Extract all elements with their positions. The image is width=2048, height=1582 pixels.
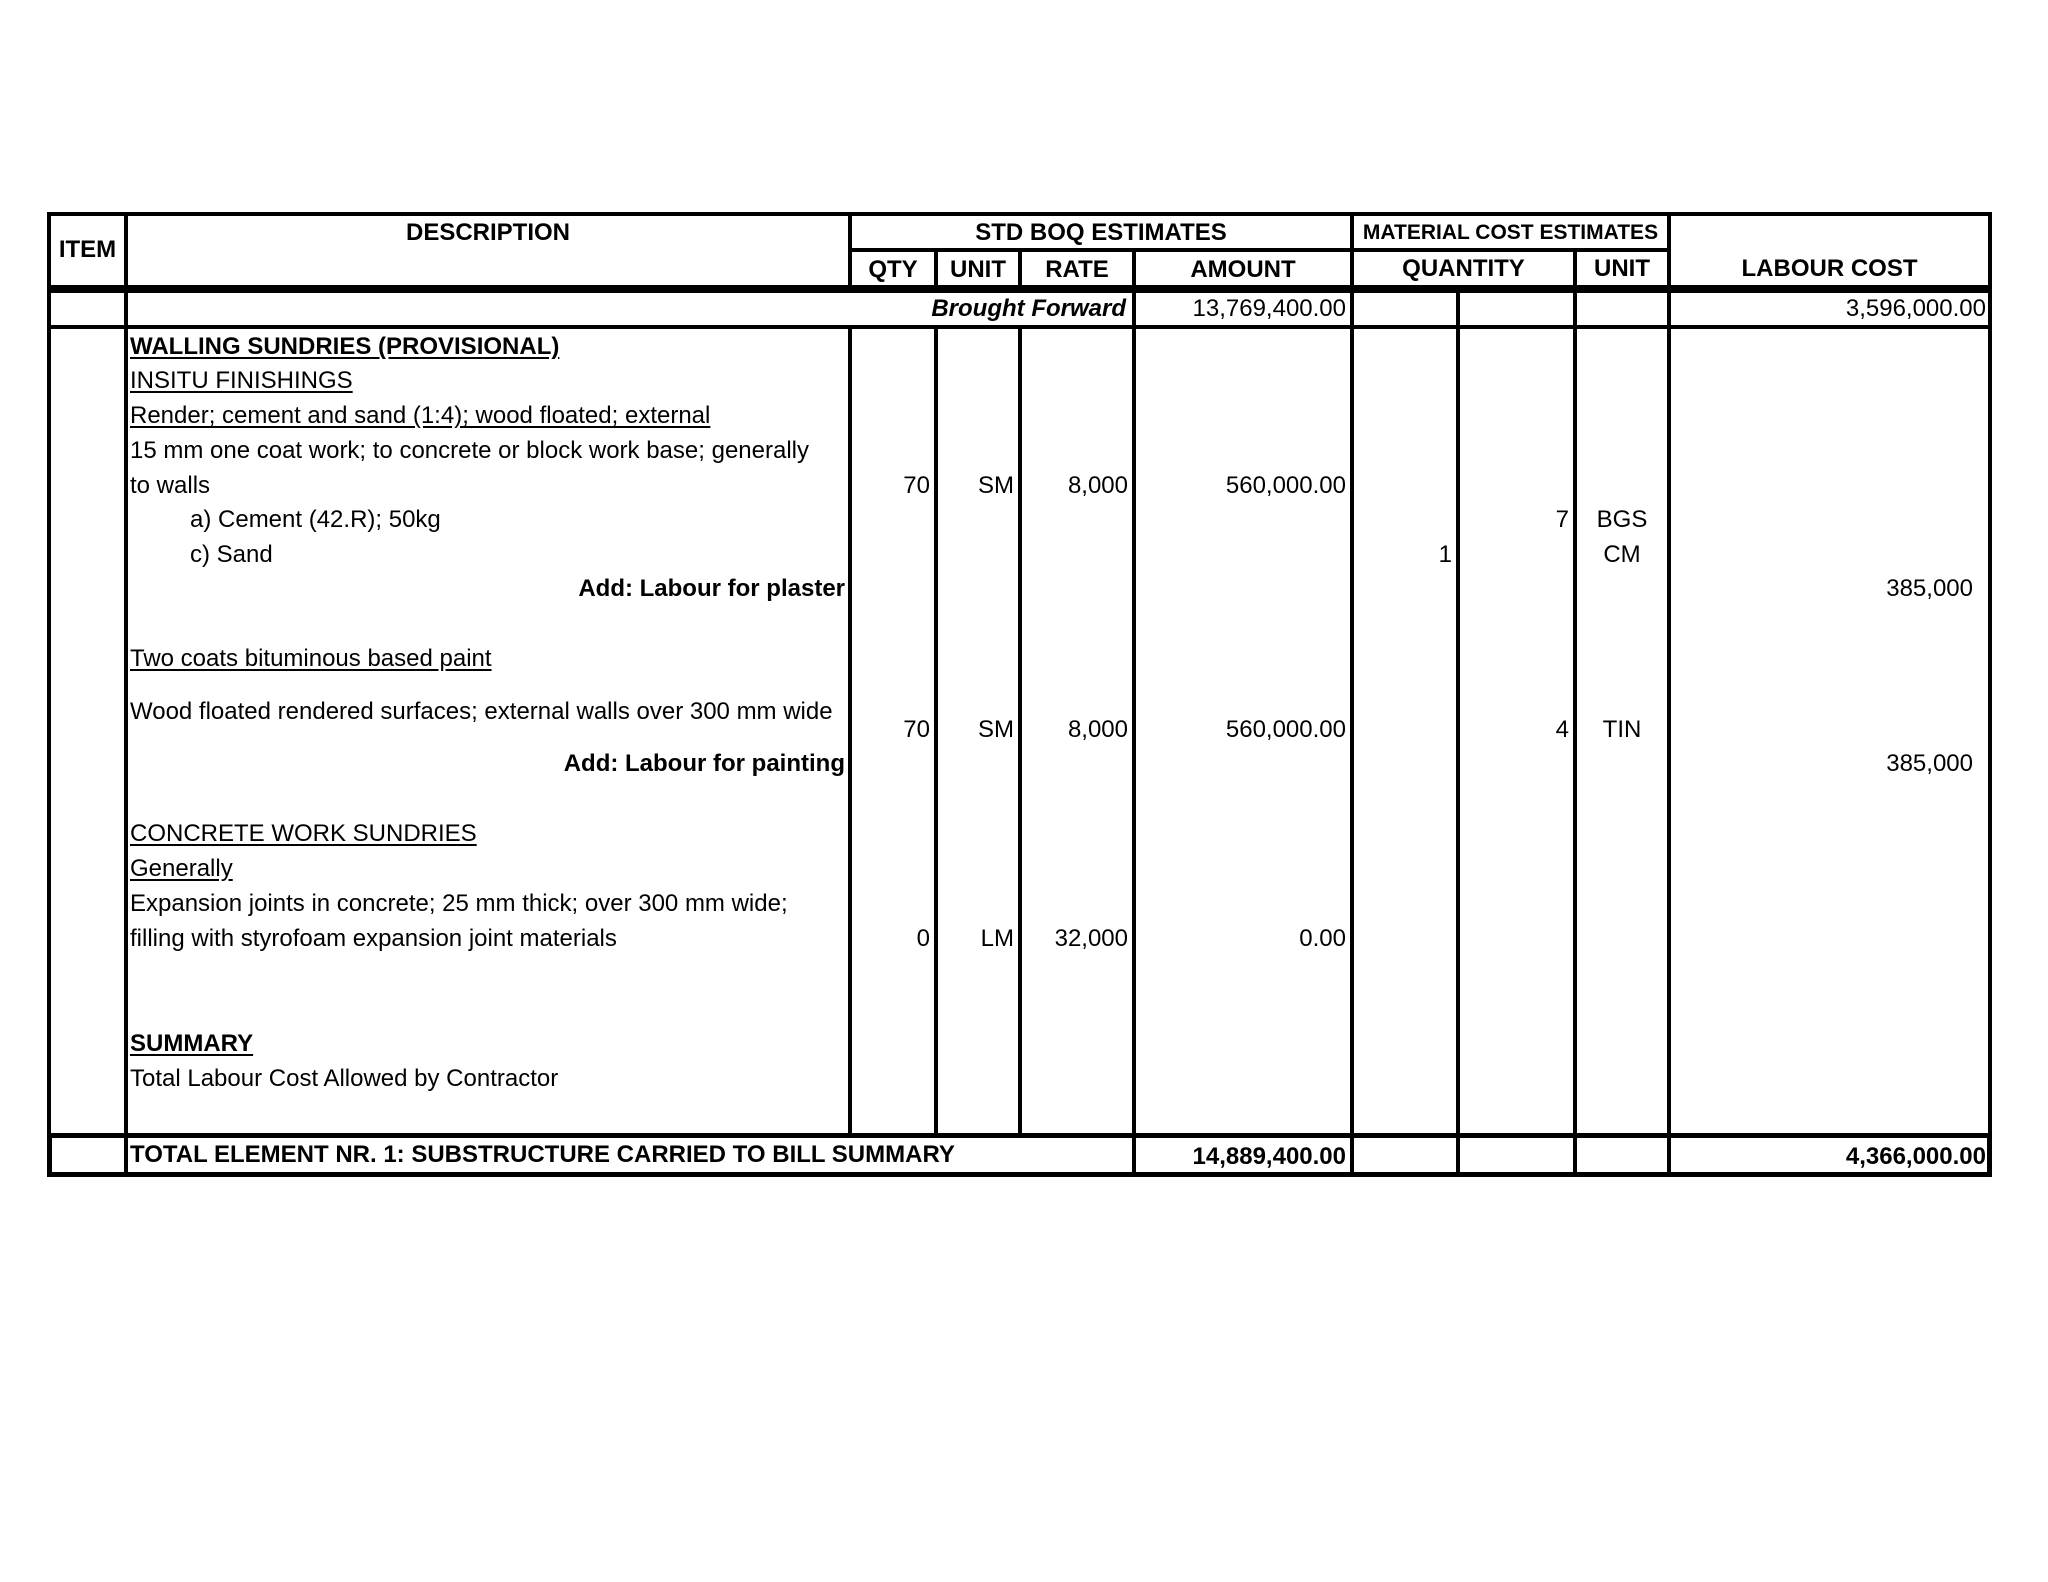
joint-description-line-1: Expansion joints in concrete; 25 mm thick; over 300 mm wide;	[130, 890, 788, 917]
header-labour-cost: LABOUR COST	[1741, 255, 1918, 282]
header-std-boq: STD BOQ ESTIMATES	[975, 219, 1227, 246]
paint-qty: 70	[903, 716, 930, 743]
header-unit: UNIT	[950, 256, 1006, 283]
sand-quantity: 1	[1438, 541, 1452, 568]
labour-plaster-cost: 385,000	[1886, 575, 1973, 602]
divider	[124, 325, 128, 1137]
divider	[1350, 1133, 1354, 1177]
divider	[1132, 289, 1136, 329]
render-description-line-2: to walls	[130, 472, 211, 499]
sand-unit: CM	[1603, 541, 1641, 568]
paint-material-quantity: 4	[1555, 716, 1569, 743]
paint-unit: SM	[978, 716, 1014, 743]
divider	[124, 1133, 128, 1177]
joint-unit: LM	[980, 925, 1014, 952]
header-description: DESCRIPTION	[405, 219, 570, 246]
walling-title: WALLING SUNDRIES (PROVISIONAL)	[130, 333, 560, 360]
divider	[1573, 1133, 1577, 1177]
header-amount: AMOUNT	[1190, 256, 1296, 283]
generally-heading: Generally	[130, 855, 233, 882]
total-amount: 14,889,400.00	[1192, 1143, 1346, 1170]
joint-rate: 32,000	[1054, 925, 1128, 952]
divider	[1456, 289, 1460, 329]
render-qty: 70	[903, 472, 930, 499]
divider	[1667, 289, 1671, 329]
summary-description: Total Labour Cost Allowed by Contractor	[130, 1065, 559, 1092]
joint-description-line-2: filling with styrofoam expansion joint materials	[130, 925, 617, 952]
brought-forward-labour: 3,596,000.00	[1845, 295, 1986, 322]
concrete-heading: CONCRETE WORK SUNDRIES	[130, 820, 477, 847]
header-qty: QTY	[868, 256, 918, 283]
labour-painting-cost: 385,000	[1886, 750, 1973, 777]
header-quantity: QUANTITY	[1402, 255, 1525, 282]
divider	[1350, 289, 1354, 329]
header-material: MATERIAL COST ESTIMATES	[1362, 221, 1659, 244]
joint-qty: 0	[916, 925, 930, 952]
cement-unit: BGS	[1596, 506, 1648, 533]
labour-plaster-label: Add: Labour for plaster	[578, 575, 845, 602]
render-rate: 8,000	[1067, 472, 1128, 499]
joint-amount: 0.00	[1299, 925, 1346, 952]
total-labour: 4,366,000.00	[1845, 1143, 1986, 1170]
render-unit: SM	[978, 472, 1014, 499]
total-label: TOTAL ELEMENT NR. 1: SUBSTRUCTURE CARRIED TO BILL SUMMARY	[130, 1141, 955, 1168]
cement-item: a) Cement (42.R); 50kg	[190, 506, 441, 533]
render-description-line-1: 15 mm one coat work; to concrete or block work base; generally	[130, 437, 809, 464]
header-rate: RATE	[1045, 256, 1109, 283]
divider	[1667, 1133, 1671, 1177]
divider	[1456, 1133, 1460, 1177]
divider	[124, 289, 128, 329]
divider	[1573, 289, 1577, 329]
divider	[1350, 325, 1354, 1137]
cement-quantity: 7	[1555, 506, 1569, 533]
header-item: ITEM	[58, 236, 117, 263]
divider	[1132, 1133, 1136, 1177]
paint-description: Wood floated rendered surfaces; external walls over 300 mm wide	[130, 698, 833, 725]
labour-painting-label: Add: Labour for painting	[563, 750, 845, 777]
sand-item: c) Sand	[190, 541, 273, 568]
render-heading: Render; cement and sand (1:4); wood floated; external	[130, 402, 711, 429]
divider	[1667, 325, 1671, 1137]
render-amount: 560,000.00	[1225, 472, 1346, 499]
paint-amount: 560,000.00	[1225, 716, 1346, 743]
brought-forward-amount: 13,769,400.00	[1192, 295, 1346, 322]
brought-forward-label: Brought Forward	[931, 295, 1126, 322]
header-material-unit: UNIT	[1594, 255, 1650, 282]
summary-heading: SUMMARY	[130, 1030, 254, 1057]
paint-rate: 8,000	[1067, 716, 1128, 743]
insitu-heading: INSITU FINISHINGS	[130, 367, 353, 394]
paint-heading: Two coats bituminous based paint	[130, 645, 492, 672]
paint-material-unit: TIN	[1602, 716, 1642, 743]
